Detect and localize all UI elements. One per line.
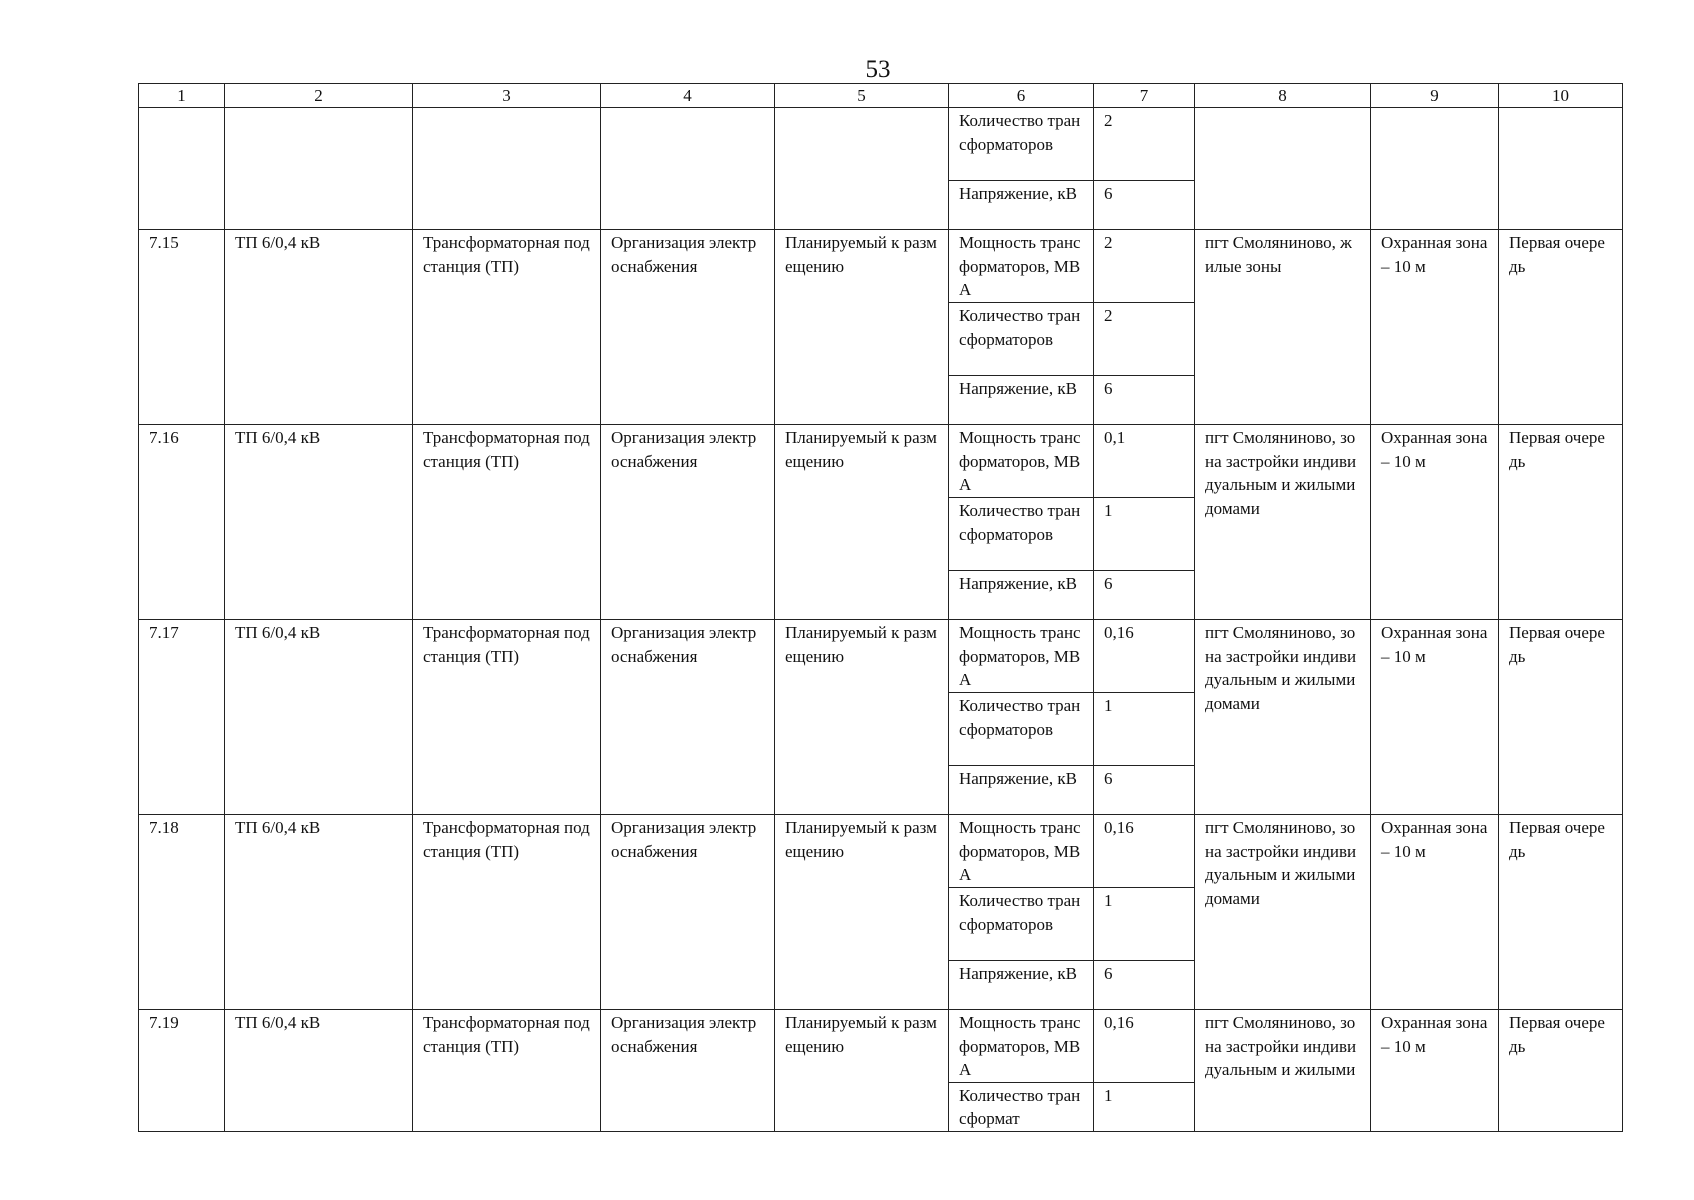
param-value: 2	[1094, 230, 1195, 303]
row-number: 7.19	[139, 1010, 225, 1132]
param-value: 0,16	[1094, 1010, 1195, 1083]
object-type: Трансформаторная подстанция (ТП)	[413, 620, 601, 815]
param-value: 1	[1094, 693, 1195, 766]
object-location: пгт Смоляниново, зона застройки индивидуальным и жилыми домами	[1195, 425, 1371, 620]
param-name: Мощность трансформаторов, МВ А	[949, 425, 1094, 498]
object-location: пгт Смоляниново, зона застройки индивидуальным и жилыми домами	[1195, 815, 1371, 1010]
table-row	[139, 1010, 1623, 1083]
param-name: Напряжение, кВ	[949, 181, 1094, 230]
object-type: Трансформаторная подстанция (ТП)	[413, 815, 601, 1010]
column-header: 9	[1371, 84, 1499, 108]
param-name: Мощность трансформаторов, МВ А	[949, 230, 1094, 303]
object-name: ТП 6/0,4 кВ	[225, 1010, 413, 1132]
object-status: Планируемый к размещению	[775, 425, 949, 620]
cell-num-continued	[139, 108, 225, 230]
column-header: 6	[949, 84, 1094, 108]
param-value: 6	[1094, 766, 1195, 815]
protection-zone: Охранная зона – 10 м	[1371, 425, 1499, 620]
object-type: Трансформаторная подстанция (ТП)	[413, 1010, 601, 1132]
param-value: 6	[1094, 181, 1195, 230]
param-name: Количество трансформаторов	[949, 693, 1094, 766]
planned-objects-table	[138, 83, 1623, 1132]
object-location: пгт Смоляниново, зона застройки индивидуальным и жилыми	[1195, 1010, 1371, 1132]
construction-stage: Первая очередь	[1499, 815, 1623, 1010]
column-header: 10	[1499, 84, 1623, 108]
table-row	[139, 425, 1623, 498]
param-value: 2	[1094, 303, 1195, 376]
object-type: Трансформаторная подстанция (ТП)	[413, 425, 601, 620]
cell-location-continued	[1195, 108, 1371, 230]
param-name: Мощность трансформаторов, МВ А	[949, 1010, 1094, 1083]
table-row	[139, 620, 1623, 693]
object-status: Планируемый к размещению	[775, 230, 949, 425]
param-value: 6	[1094, 571, 1195, 620]
object-name: ТП 6/0,4 кВ	[225, 815, 413, 1010]
object-purpose: Организация электроснабжения	[601, 1010, 775, 1132]
column-header: 2	[225, 84, 413, 108]
param-value: 6	[1094, 961, 1195, 1010]
object-status: Планируемый к размещению	[775, 1010, 949, 1132]
row-number: 7.15	[139, 230, 225, 425]
column-header: 5	[775, 84, 949, 108]
param-value: 1	[1094, 888, 1195, 961]
param-name: Напряжение, кВ	[949, 571, 1094, 620]
cell-purpose-continued	[601, 108, 775, 230]
param-name: Мощность трансформаторов, МВ А	[949, 620, 1094, 693]
param-name: Напряжение, кВ	[949, 766, 1094, 815]
param-name: Количество трансформат	[949, 1082, 1094, 1131]
protection-zone: Охранная зона – 10 м	[1371, 815, 1499, 1010]
param-name: Количество трансформаторов	[949, 108, 1094, 181]
param-name: Напряжение, кВ	[949, 961, 1094, 1010]
column-header: 1	[139, 84, 225, 108]
cell-type-continued	[413, 108, 601, 230]
construction-stage: Первая очередь	[1499, 620, 1623, 815]
object-purpose: Организация электроснабжения	[601, 230, 775, 425]
table-row	[139, 815, 1623, 888]
param-name: Количество трансформаторов	[949, 303, 1094, 376]
param-value: 2	[1094, 108, 1195, 181]
row-number: 7.18	[139, 815, 225, 1010]
table-row	[139, 230, 1623, 303]
construction-stage: Первая очередь	[1499, 1010, 1623, 1132]
cell-status-continued	[775, 108, 949, 230]
construction-stage: Первая очередь	[1499, 230, 1623, 425]
param-value: 6	[1094, 376, 1195, 425]
column-header: 7	[1094, 84, 1195, 108]
column-header: 3	[413, 84, 601, 108]
param-name: Мощность трансформаторов, МВ А	[949, 815, 1094, 888]
object-location: пгт Смоляниново, зона застройки индивидуальным и жилыми домами	[1195, 620, 1371, 815]
protection-zone: Охранная зона – 10 м	[1371, 230, 1499, 425]
column-header: 4	[601, 84, 775, 108]
construction-stage: Первая очередь	[1499, 425, 1623, 620]
cell-zone-continued	[1371, 108, 1499, 230]
param-value: 0,16	[1094, 815, 1195, 888]
row-number: 7.17	[139, 620, 225, 815]
object-status: Планируемый к размещению	[775, 620, 949, 815]
object-purpose: Организация электроснабжения	[601, 620, 775, 815]
protection-zone: Охранная зона – 10 м	[1371, 620, 1499, 815]
cell-name-continued	[225, 108, 413, 230]
cell-stage-continued	[1499, 108, 1623, 230]
param-value: 0,16	[1094, 620, 1195, 693]
column-header: 8	[1195, 84, 1371, 108]
param-value: 1	[1094, 498, 1195, 571]
protection-zone: Охранная зона – 10 м	[1371, 1010, 1499, 1132]
object-name: ТП 6/0,4 кВ	[225, 230, 413, 425]
param-value: 1	[1094, 1082, 1195, 1131]
object-type: Трансформаторная подстанция (ТП)	[413, 230, 601, 425]
param-name: Количество трансформаторов	[949, 498, 1094, 571]
object-status: Планируемый к размещению	[775, 815, 949, 1010]
object-name: ТП 6/0,4 кВ	[225, 620, 413, 815]
object-purpose: Организация электроснабжения	[601, 815, 775, 1010]
object-name: ТП 6/0,4 кВ	[225, 425, 413, 620]
table-row	[139, 108, 1623, 181]
column-number-row	[139, 84, 1623, 108]
row-number: 7.16	[139, 425, 225, 620]
object-location: пгт Смоляниново, жилые зоны	[1195, 230, 1371, 425]
param-value: 0,1	[1094, 425, 1195, 498]
param-name: Напряжение, кВ	[949, 376, 1094, 425]
object-purpose: Организация электроснабжения	[601, 425, 775, 620]
page-number: 53	[865, 56, 891, 83]
param-name: Количество трансформаторов	[949, 888, 1094, 961]
